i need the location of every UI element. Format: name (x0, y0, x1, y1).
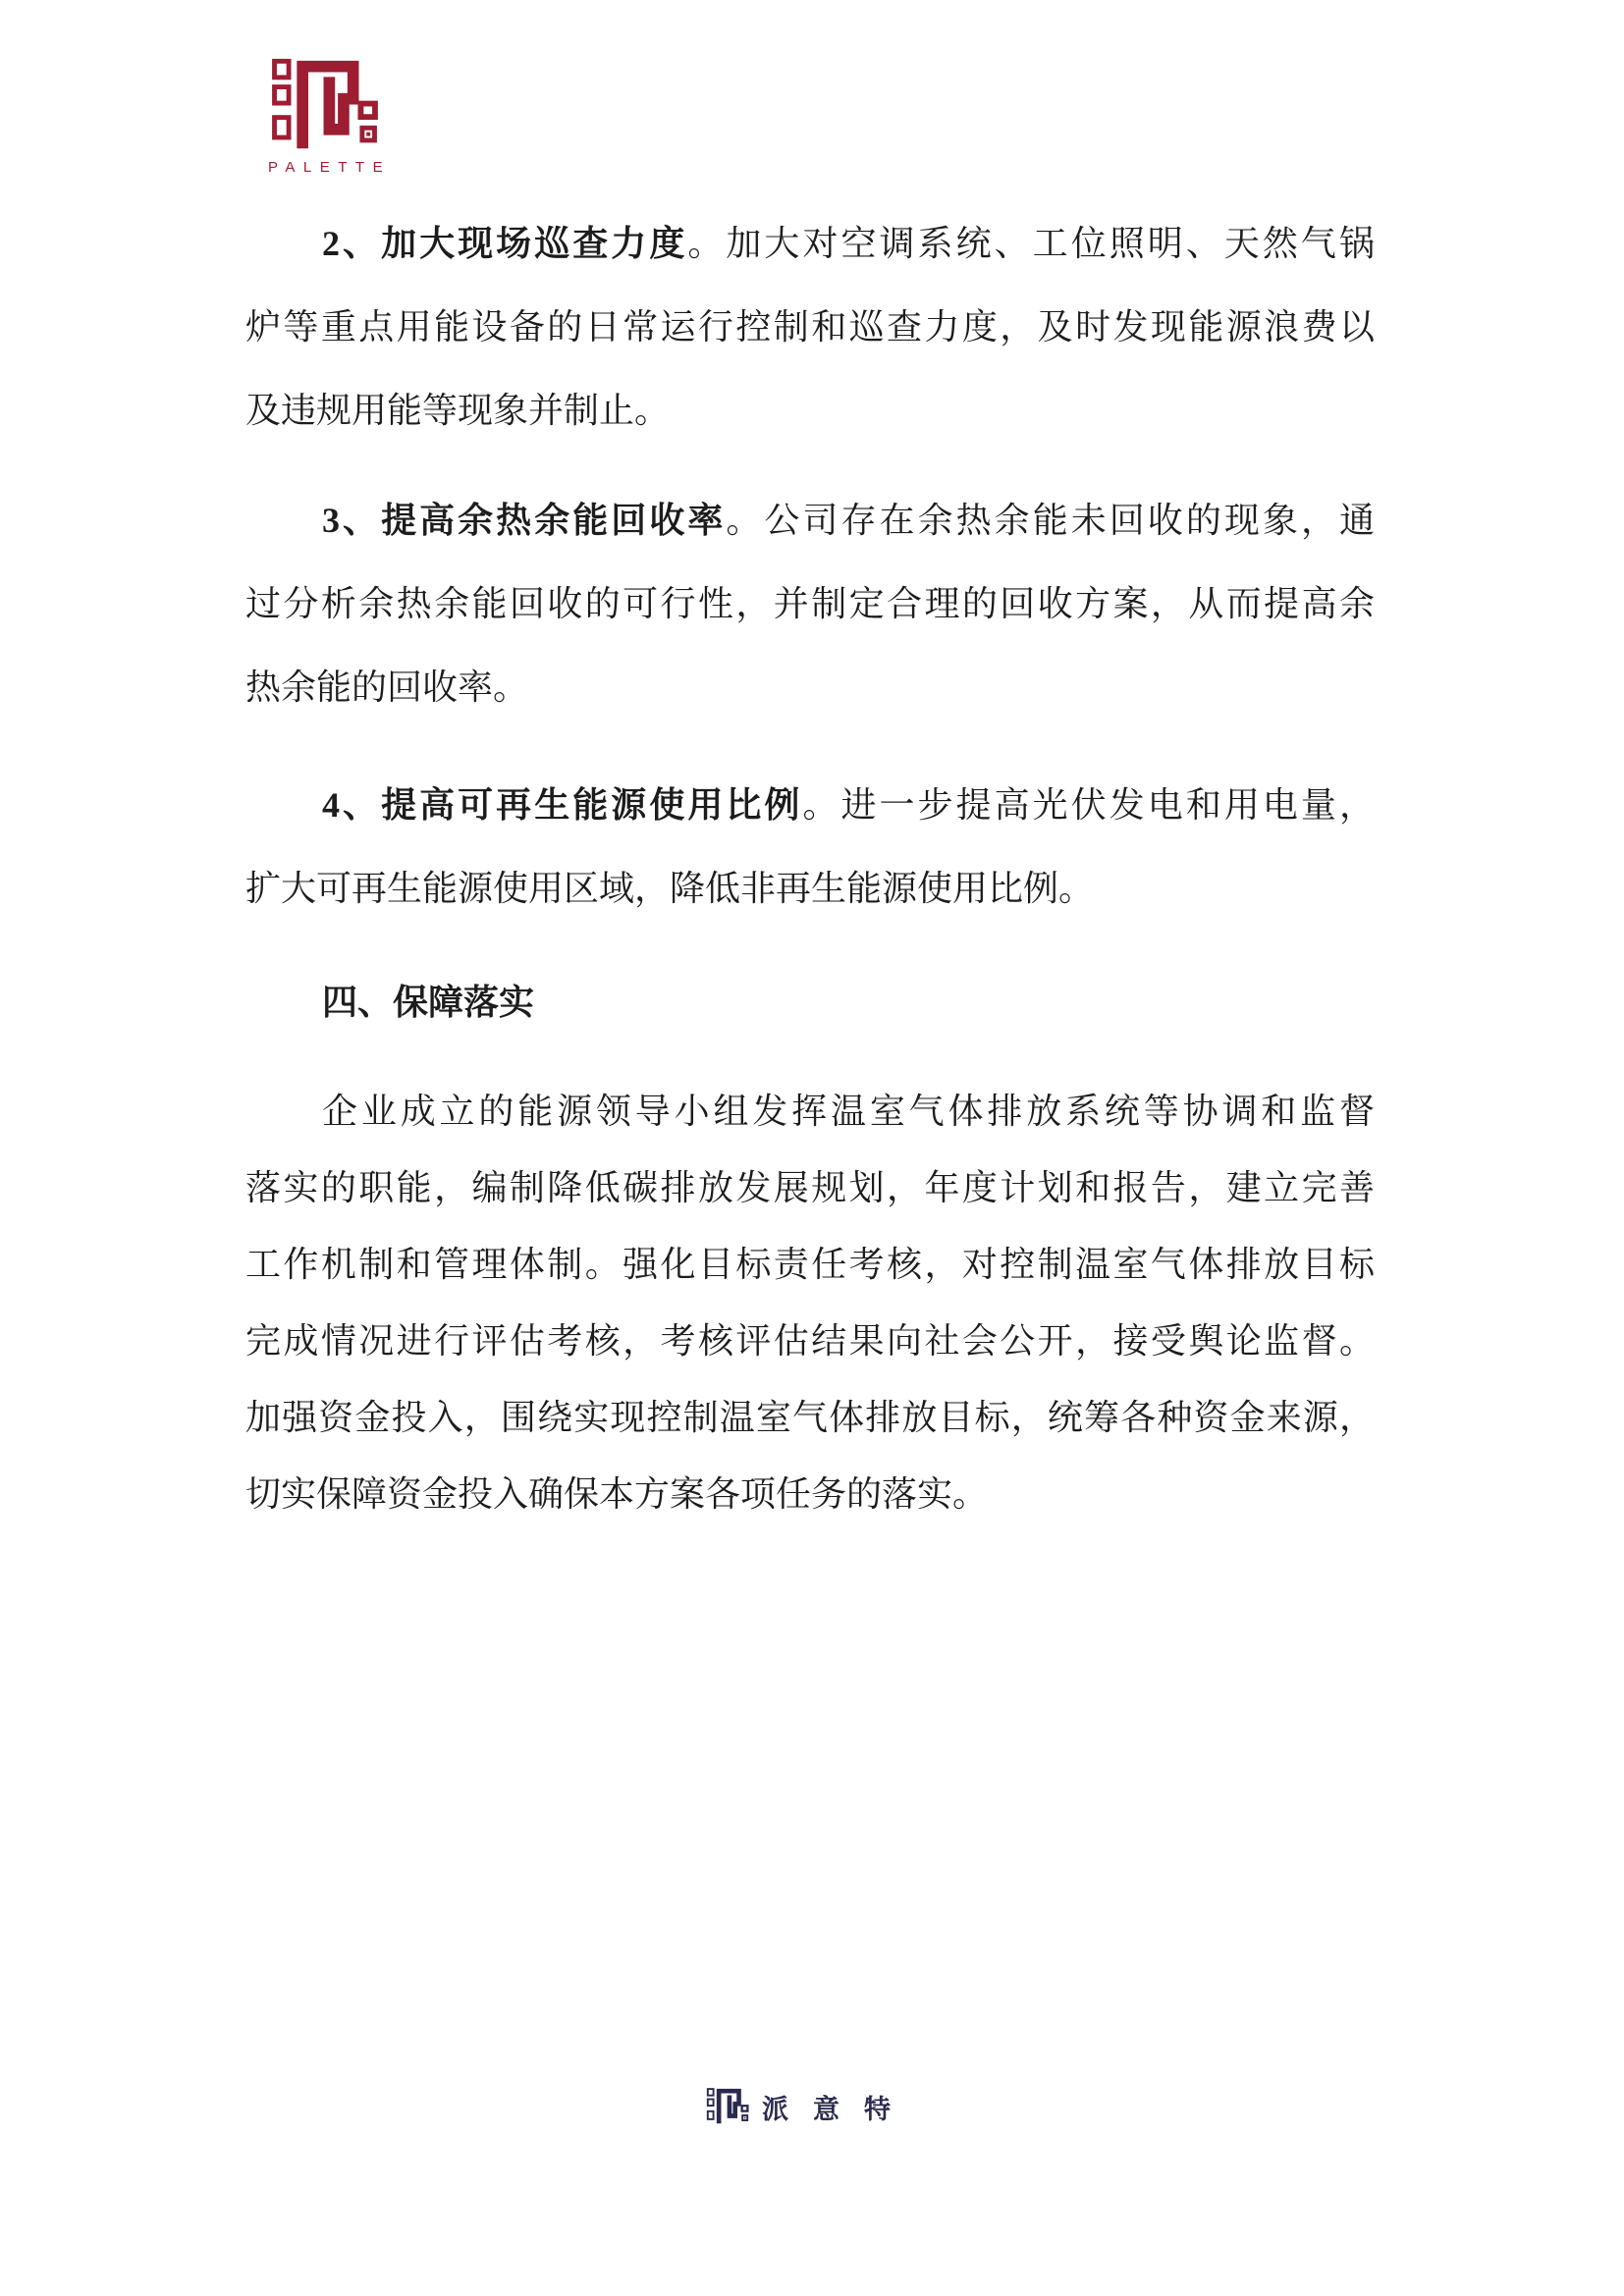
text-line: 扩大可再生能源使用区域，降低非再生能源使用比例。 (245, 869, 1095, 908)
text-line: 过分析余热余能回收的可行性，并制定合理的回收方案，从而提高余 (245, 584, 1375, 623)
text-line: 热余能的回收率。 (245, 667, 529, 707)
footer-brand (705, 2087, 915, 2126)
text-line: 炉等重点用能设备的日常运行控制和巡查力度，及时发现能源浪费以 (245, 307, 1375, 347)
paragraph-2-line1-rest: 。加大对空调系统、工位照明、天然气锅 (687, 224, 1375, 263)
section-heading: 四、保障落实 (322, 983, 535, 1022)
text-line (245, 764, 1375, 847)
text-line: 落实的职能，编制降低碳排放发展规划，年度计划和报告，建立完善 (245, 1168, 1375, 1207)
text-line: 及违规用能等现象并制止。 (245, 391, 671, 430)
header-logo (268, 56, 392, 176)
text-line: 完成情况进行评估考核，考核评估结果向社会公开，接受舆论监督。 (245, 1321, 1375, 1361)
paragraph-3 (245, 479, 1375, 729)
text-line: 企业成立的能源领导小组发挥温室气体排放系统等协调和监督 (322, 1092, 1375, 1131)
paragraph-4-lead: 4、提高可再生能源使用比例 (322, 785, 803, 825)
text-line: 工作机制和管理体制。强化目标责任考核，对控制温室气体排放目标 (245, 1245, 1375, 1284)
text-line (245, 202, 1375, 286)
text-line: 加强资金投入，围绕实现控制温室气体排放目标，统筹各种资金来源， (245, 1398, 1375, 1437)
paragraph-3-line1-rest: 。公司存在余热余能未回收的现象，通 (726, 501, 1375, 540)
text-line (245, 479, 1375, 562)
palette-wordmark: PALETTE (268, 159, 392, 176)
paragraph-2-lead: 2、加大现场巡查力度 (322, 224, 688, 263)
palette-logo-icon (268, 56, 381, 155)
paragraph-4 (245, 764, 1375, 931)
paragraph-2 (245, 202, 1375, 453)
text-line: 切实保障资金投入确保本方案各项任务的落实。 (245, 1474, 989, 1514)
footer-brand-text: 派意特 (762, 2094, 915, 2124)
paragraph-5 (245, 1073, 1375, 1532)
footer-logo-icon (705, 2087, 750, 2126)
paragraph-4-line1-rest: 。进一步提高光伏发电和用电量， (802, 785, 1375, 825)
paragraph-3-lead: 3、提高余热余能回收率 (322, 501, 727, 540)
